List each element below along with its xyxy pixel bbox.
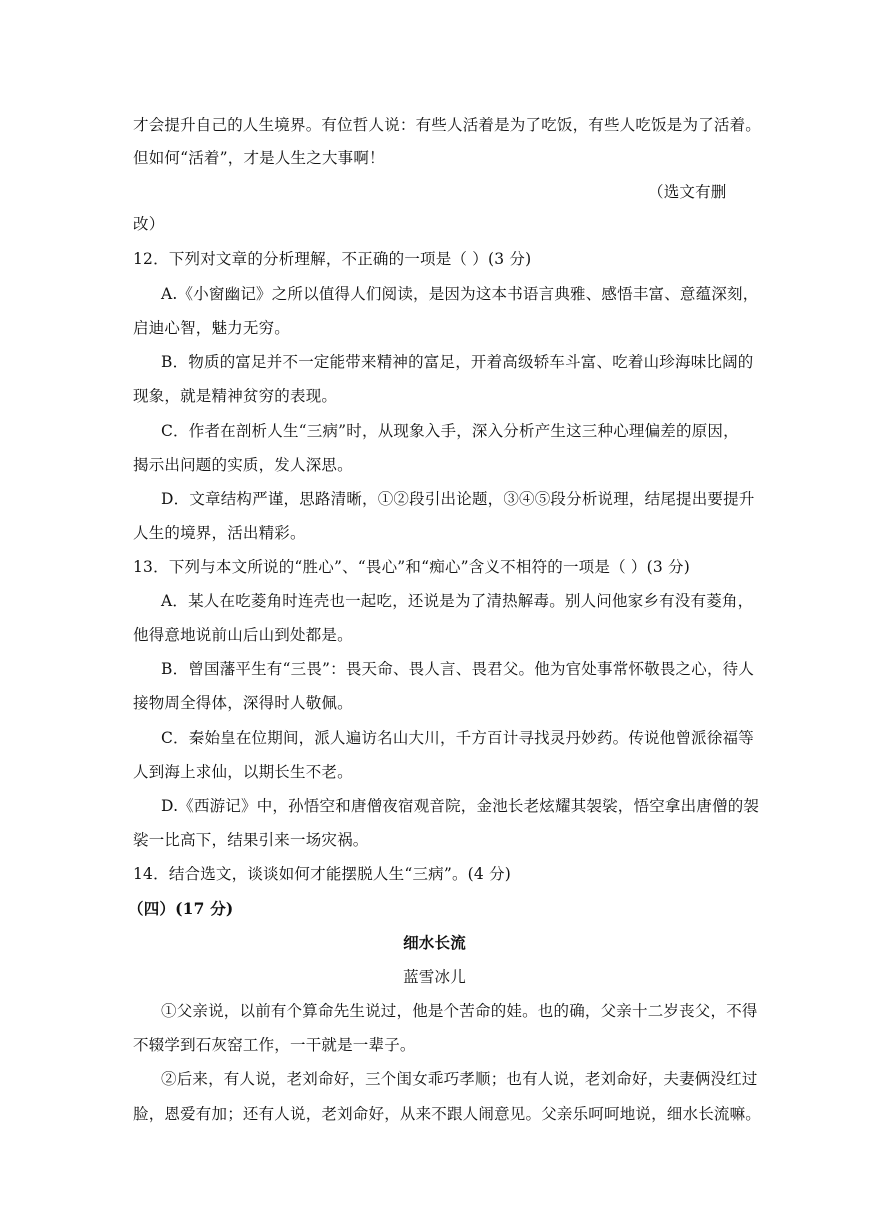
paragraph-1-line-1: ①父亲说，以前有个算命先生说过，他是个苦命的娃。也的确，父亲十二岁丧父，不得 — [161, 1002, 758, 1020]
question-13-option-c-line-1: C．秦始皇在位期间，派人遍访名山大川，千方百计寻找灵丹妙药。传说他曾派徐福等 — [161, 729, 754, 747]
source-note-continued: 改） — [133, 215, 165, 233]
question-14-stem: 14．结合选文，谈谈如何才能摆脱人生“三病”。(4 分) — [133, 865, 512, 883]
paragraph-2-line-1: ②后来，有人说，老刘命好，三个闺女乖巧孝顺；也有人说，老刘命好，夫妻俩没红过 — [161, 1070, 758, 1088]
question-13-option-d-line-2: 裟一比高下，结果引来一场灾祸。 — [133, 831, 369, 849]
source-note: （选文有删 — [648, 183, 727, 201]
question-12-option-d-line-1: D．文章结构严谨，思路清晰，①②段引出论题，③④⑤段分析说理，结尾提出要提升 — [161, 490, 755, 508]
question-13-option-d-line-1: D.《西游记》中，孙悟空和唐僧夜宿观音院，金池长老炫耀其袈裟，悟空拿出唐僧的袈 — [161, 797, 760, 815]
essay-author: 蓝雪冰儿 — [403, 968, 466, 986]
question-13-stem: 13．下列与本文所说的“胜心”、“畏心”和“痴心”含义不相符的一项是（ ）(3 分) — [133, 558, 690, 576]
question-12-stem: 12．下列对文章的分析理解，不正确的一项是（ ）(3 分) — [133, 250, 532, 268]
intro-line-1: 才会提升自己的人生境界。有位哲人说：有些人活着是为了吃饭，有些人吃饭是为了活着。 — [133, 116, 762, 134]
question-13-option-a-line-1: A．某人在吃菱角时连壳也一起吃，还说是为了清热解毒。别人问他家乡有没有菱角， — [161, 592, 754, 610]
question-12-option-b-line-2: 现象，就是精神贫穷的表现。 — [133, 387, 338, 405]
question-12-option-c-line-2: 揭示出问题的实质，发人深思。 — [133, 456, 353, 474]
question-12-option-a-line-2: 启迪心智，魅力无穷。 — [133, 319, 291, 337]
section-4-heading: （四）(17 分) — [128, 899, 234, 918]
question-12-option-c-line-1: C．作者在剖析人生“三病”时，从现象入手，深入分析产生这三种心理偏差的原因， — [161, 422, 739, 440]
question-12-option-b-line-1: B．物质的富足并不一定能带来精神的富足，开着高级轿车斗富、吃着山珍海味比阔的 — [161, 353, 754, 371]
question-12-option-a-line-1: A.《小窗幽记》之所以值得人们阅读，是因为这本书语言典雅、感悟丰富、意蕴深刻， — [161, 285, 759, 303]
question-12-option-d-line-2: 人生的境界，活出精彩。 — [133, 524, 306, 542]
question-13-option-b-line-1: B．曾国藩平生有“三畏”：畏天命、畏人言、畏君父。他为官处事常怀敬畏之心，待人 — [161, 660, 755, 678]
question-13-option-b-line-2: 接物周全得体，深得时人敬佩。 — [133, 694, 353, 712]
question-13-option-c-line-2: 人到海上求仙，以期长生不老。 — [133, 763, 353, 781]
question-13-option-a-line-2: 他得意地说前山后山到处都是。 — [133, 626, 353, 644]
essay-title: 细水长流 — [403, 933, 466, 952]
paragraph-1-line-2: 不辍学到石灰窑工作，一干就是一辈子。 — [133, 1036, 416, 1054]
paragraph-2-line-2: 脸，恩爱有加；还有人说，老刘命好，从来不跟人闹意见。父亲乐呵呵地说，细水长流嘛。 — [133, 1105, 762, 1123]
intro-line-2: 但如何“活着”，才是人生之大事啊！ — [133, 149, 385, 167]
